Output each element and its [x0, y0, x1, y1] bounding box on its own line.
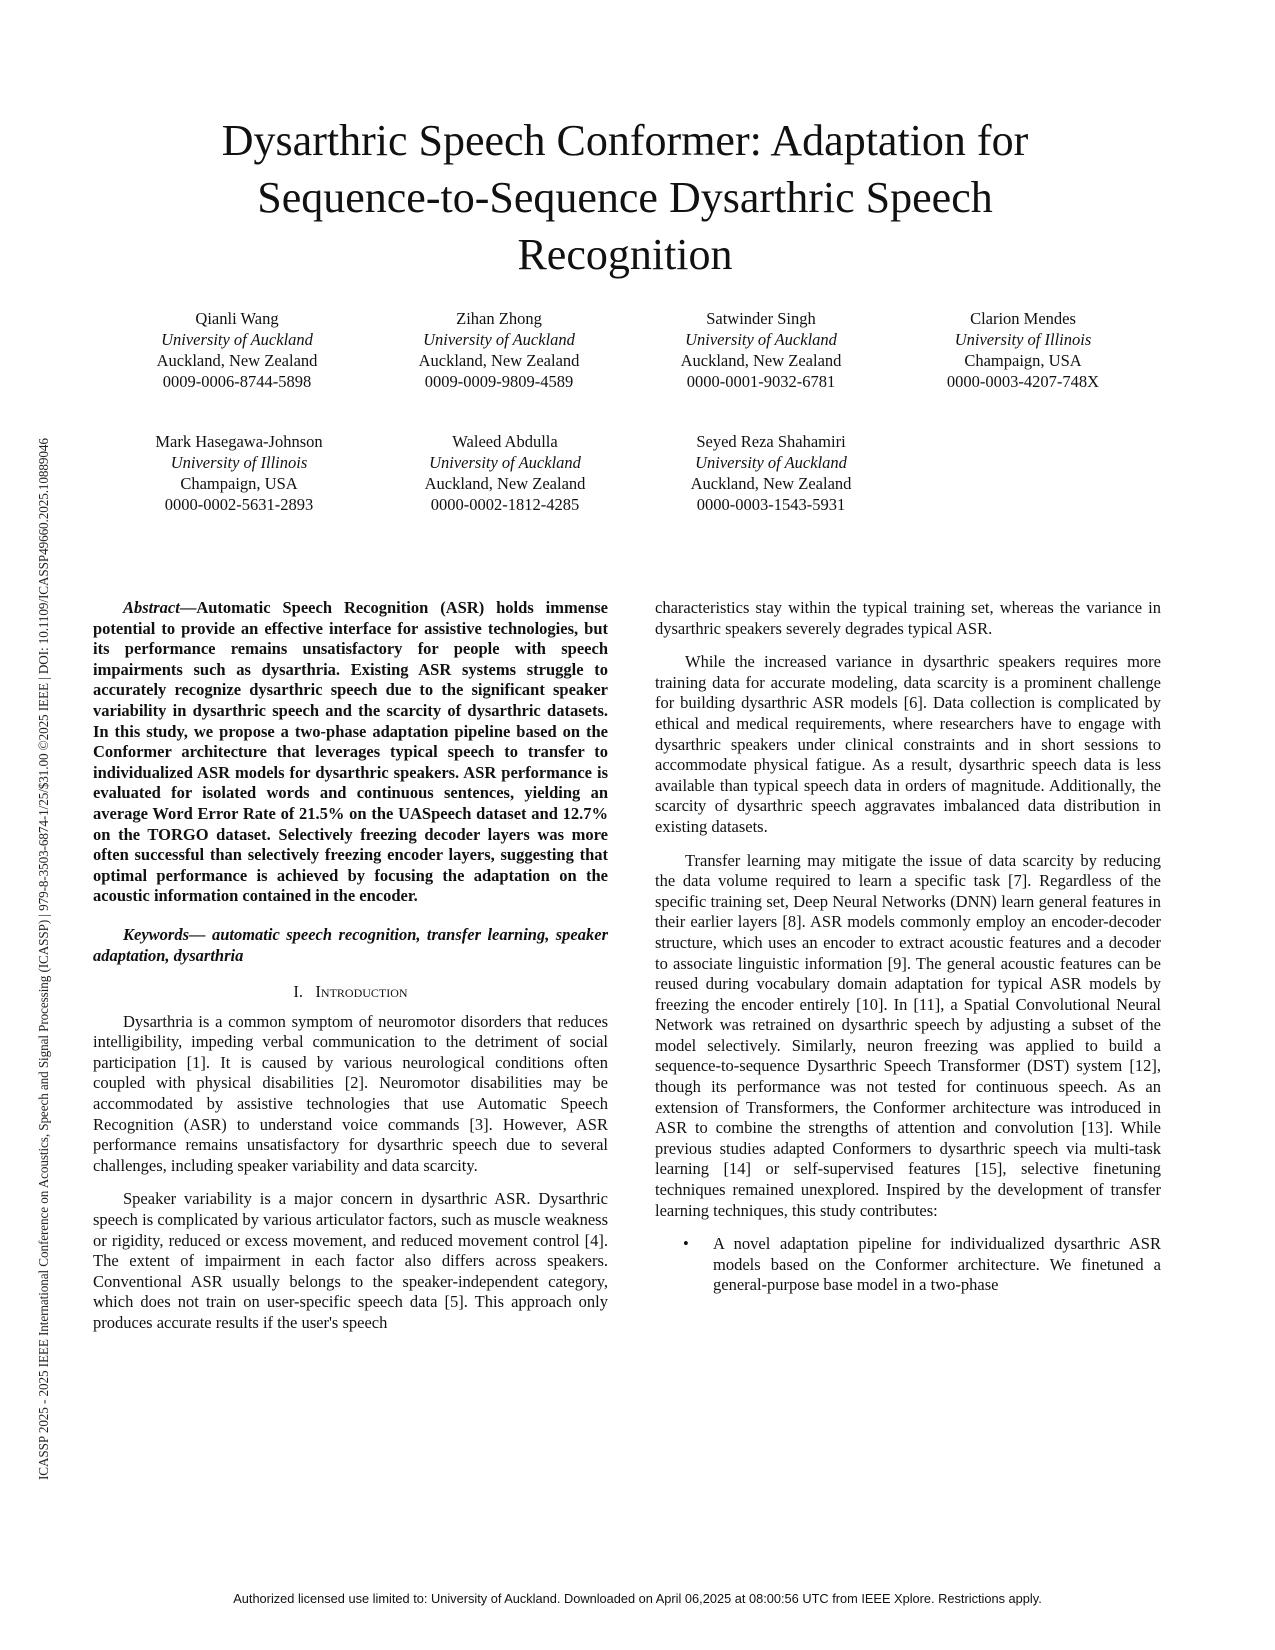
author-location: Champaign, USA: [180, 474, 298, 493]
author-affiliation: University of Auckland: [429, 453, 581, 472]
author-row-1: [100, 308, 1160, 392]
abstract-text: Automatic Speech Recognition (ASR) holds immense potential to provide an effective interface for assistive technologies, but its performance remains unsatisfactory for people with speech impairments such as dysarthria. Existing ASR systems struggle to accurately recognize dysarthric speech due to the significant speaker variability in dysarthric speech and the scarcity of dysarthric datasets. In this study, we propose a two-phase adaptation pipeline based on the Conformer architecture that leverages typical speech to transfer to individualized ASR models for dysarthric speakers. ASR performance is evaluated for isolated words and continuous sentences, yielding an average Word Error Rate of 21.5% on the UASpeech dataset and 12.7% on the TORGO dataset. Selectively freezing decoder layers was more often successful than selectively freezing encoder layers, suggesting that optimal performance is achieved by focusing the adaptation on the acoustic information contained in the encoder.: [93, 598, 608, 906]
author-card: [362, 308, 636, 392]
left-column: [93, 598, 608, 1347]
author-orcid: 0000-0003-4207-748X: [946, 372, 1100, 391]
author-card: [632, 431, 910, 515]
author-name: Waleed Abdulla: [452, 432, 558, 451]
author-affiliation: University of Auckland: [685, 330, 837, 349]
author-affiliation: University of Auckland: [695, 453, 847, 472]
author-card: [886, 308, 1160, 392]
author-card: [100, 308, 374, 392]
author-orcid: 0009-0006-8744-5898: [162, 372, 312, 391]
body-paragraph: While the increased variance in dysarthric speakers requires more training data for accurate modeling, data scarcity is a prominent challenge for building dysarthric ASR models [6]. Data collection is complicated by ethical and medical requirements, where researchers have to engage with dysarthric speakers under clinical constraints and in short sessions to accommodate physical fatigue. As a result, dysarthric speech data is less available than typical speech data in orders of magnitude. Additionally, the scarcity of dysarthric speech aggravates imbalanced data distribution in existing datasets.: [655, 652, 1161, 836]
author-orcid: 0000-0002-5631-2893: [164, 495, 314, 514]
author-orcid: 0000-0002-1812-4285: [430, 495, 580, 514]
contribution-item: [683, 1234, 1161, 1296]
author-orcid: 0000-0001-9032-6781: [686, 372, 836, 391]
bullet-icon: •: [683, 1234, 689, 1254]
right-column: [655, 598, 1161, 1296]
license-footer: Authorized licensed use limited to: University of Auckland. Downloaded on April 06,2025 at 08:00:56 UTC from IEEE Xplore. Restrictions apply.: [233, 1591, 1042, 1606]
abstract-label: Abstract: [123, 598, 180, 617]
contribution-text: A novel adaptation pipeline for individualized dysarthric ASR models based on the Conformer architecture. We finetuned a general-purpose base model in a two-phase: [713, 1234, 1161, 1295]
author-name: Clarion Mendes: [970, 309, 1076, 328]
body-paragraph: Speaker variability is a major concern in dysarthric ASR. Dysarthric speech is complicated by various articulator factors, such as muscle weakness or rigidity, reduced or excess movement, and reduced movement control [4]. The extent of impairment in each factor also differs across speakers. Conventional ASR usually belongs to the speaker-independent category, which does not train on user-specific speech data [5]. This approach only produces accurate results if the user's speech: [93, 1189, 608, 1332]
author-card: [366, 431, 644, 515]
copyright-side-note: ICASSP 2025 - 2025 IEEE International Conference on Acoustics, Speech and Signal Processing (ICASSP) | 979-8-3503-6874-1/25/$31.00 ©2025 IEEE | DOI: 10.1109/ICASSP49660.2025.10889046: [36, 438, 51, 1480]
author-affiliation: University of Auckland: [423, 330, 575, 349]
author-name: Qianli Wang: [195, 309, 279, 328]
section-number: I.: [293, 982, 304, 1002]
author-location: Auckland, New Zealand: [156, 351, 318, 370]
author-location: Auckland, New Zealand: [424, 474, 586, 493]
author-card: [624, 308, 898, 392]
body-paragraph: Dysarthria is a common symptom of neuromotor disorders that reduces intelligibility, impeding verbal communication to the detriment of social participation [1]. It is caused by various neurological conditions often coupled with physical disabilities [2]. Neuromotor disabilities may be accommodated by assistive technologies that use Automatic Speech Recognition (ASR) to understand voice commands [3]. However, ASR performance remains unsatisfactory for dysarthric speech due to several challenges, including speaker variability and data scarcity.: [93, 1011, 608, 1175]
author-affiliation: University of Illinois: [170, 453, 308, 472]
contributions-list: [655, 1234, 1161, 1296]
author-card: [100, 431, 378, 515]
section-heading: [93, 982, 608, 1003]
abstract-separator: —: [179, 598, 197, 617]
author-name: Zihan Zhong: [456, 309, 542, 328]
body-paragraph: Transfer learning may mitigate the issue of data scarcity by reducing the data volume required to learn a specific task [7]. Regardless of the specific training set, Deep Neural Networks (DNN) learn general features in their earlier layers [8]. ASR models commonly employ an encoder-decoder structure, which uses an encoder to extract acoustic features and a decoder to associate linguistic information [9]. The general acoustic features can be reused during vocabulary domain adaptation for typical ASR models by freezing the encoder entirely [10]. In [11], a Spatial Convolutional Neural Network was retrained on dysarthric speech by adjusting a subset of the model selectively. Similarly, neuron freezing was applied to build a sequence-to-sequence Dysarthric Speech Transformer (DST) system [12], though its performance was not tested for continuous speech. As an extension of Transformers, the Conformer architecture was introduced in ASR to combine the strengths of attention and convolution [13]. While previous studies adapted Conformers to dysarthric speech via multi-task learning [14] or self-supervised features [15], selective finetuning techniques remained unexplored. Inspired by the development of transfer learning techniques, this study contributes:: [655, 850, 1161, 1220]
author-location: Champaign, USA: [964, 351, 1082, 370]
section-title: Introduction: [315, 982, 408, 1002]
keywords: [93, 925, 608, 966]
author-affiliation: University of Auckland: [161, 330, 313, 349]
author-orcid: 0009-0009-9809-4589: [424, 372, 574, 391]
author-name: Seyed Reza Shahamiri: [696, 432, 846, 451]
author-row-2: [100, 431, 1160, 515]
author-block: [100, 308, 1160, 554]
author-name: Satwinder Singh: [706, 309, 816, 328]
author-affiliation: University of Illinois: [954, 330, 1092, 349]
body-paragraph-continuation: characteristics stay within the typical training set, whereas the variance in dysarthric speakers severely degrades typical ASR.: [655, 598, 1161, 638]
keywords-text: automatic speech recognition, transfer learning, speaker adaptation, dysarthria: [93, 924, 608, 965]
author-orcid: 0000-0003-1543-5931: [696, 495, 846, 514]
author-location: Auckland, New Zealand: [418, 351, 580, 370]
keywords-label: Keywords—: [123, 924, 212, 944]
paper-title: Dysarthric Speech Conformer: Adaptation for Sequence-to-Sequence Dysarthric Speech Recognition: [221, 116, 1029, 279]
author-name: Mark Hasegawa-Johnson: [155, 432, 323, 451]
abstract: [93, 598, 608, 907]
author-location: Auckland, New Zealand: [690, 474, 852, 493]
author-location: Auckland, New Zealand: [680, 351, 842, 370]
